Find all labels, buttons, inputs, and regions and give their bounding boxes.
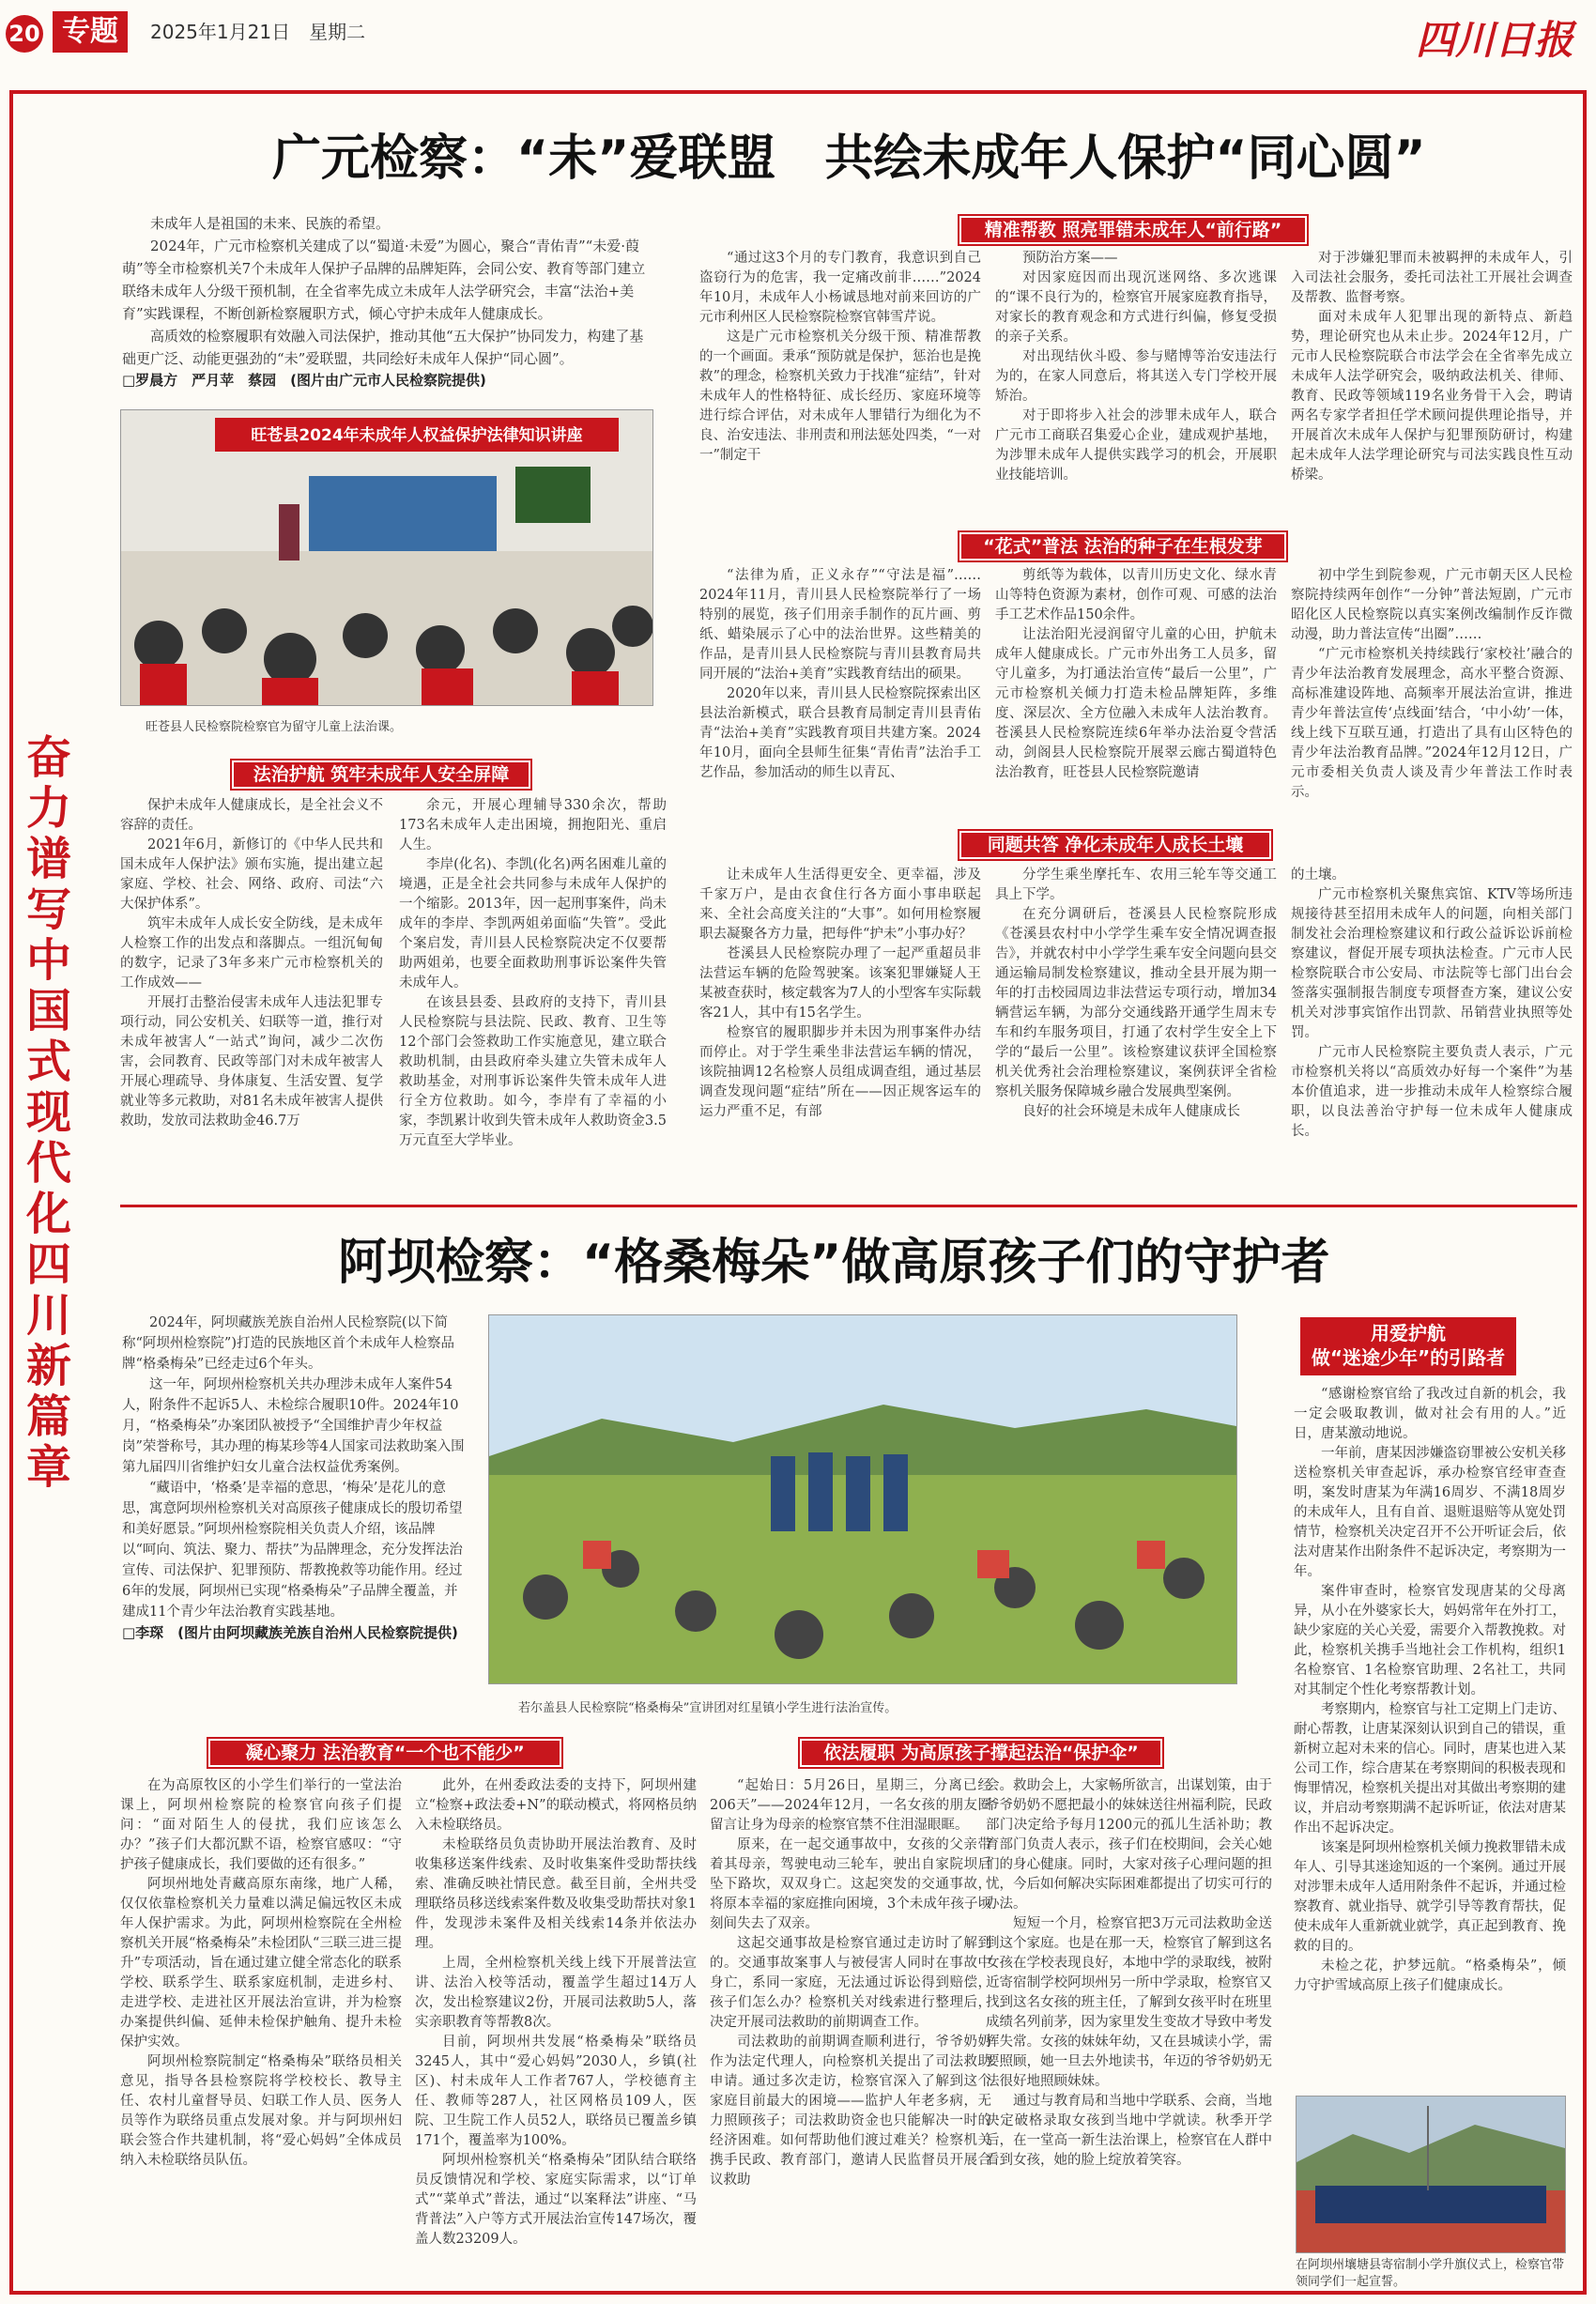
story1-col bbox=[1291, 566, 1573, 820]
story1-col bbox=[699, 866, 981, 1175]
box-photo bbox=[1296, 2096, 1566, 2253]
story1-lead bbox=[122, 212, 648, 390]
story2-credit: □李琛 (图片由阿坝藏族羌族自治州人民检察院提供) bbox=[122, 1624, 458, 1641]
story1-col bbox=[699, 249, 981, 521]
text-para: 对于涉嫌犯罪而未被羁押的未成年人，引入司法社会服务，委托司法社工开展社会调查及帮教、监督考察。 bbox=[1291, 251, 1573, 305]
grassland-photo bbox=[489, 1315, 1236, 1683]
story1-photo-caption: 旺苍县人民检察院检察官为留守儿童上法治课。 bbox=[146, 720, 403, 734]
story1-col bbox=[995, 249, 1277, 521]
story1-col bbox=[699, 566, 981, 820]
text-para: 上周，全州检察机关线上线下开展普法宣讲、法治入校等活动，覆盖学生超过14万人次，发出检察建议2份，开展司法救助5人，落实亲职教育等帮教8次。 bbox=[415, 1956, 697, 2030]
box-title-line: 用爱护航 bbox=[1371, 1322, 1446, 1344]
text-para: 原来，在一起交通事故中，女孩的父亲带着其母亲，驾驶电动三轮车，驶出自家院坝后坠下路坎，双双身亡。这起突发的交通事故，将原本幸福的家庭推向困境，3个未成年孩子顷刻间失去了双亲。 bbox=[710, 1837, 991, 1931]
text-para: 预防治方案—— bbox=[1022, 251, 1118, 266]
lead-para: 高质效的检察履职有效融入司法保护，推动其他“五大保护”协同发力，构建了基础更广泛、动能更强劲的“未”爱联盟，共同绘好未成年人保护“同心圆”。 bbox=[122, 328, 644, 367]
page-number: 20 bbox=[6, 15, 43, 53]
photo-banner: 旺苍县2024年未成年人权益保护法律知识讲座 bbox=[251, 426, 583, 445]
lead-para: 未成年人是祖国的未来、民族的希望。 bbox=[150, 215, 391, 232]
ceremony-photo bbox=[1297, 2097, 1565, 2252]
text-para: 让未成年人生活得更安全、更幸福，涉及千家万户，是由衣食住行各方面小事串联起来、全社会高度关注的“大事”。如何用检察履职去凝聚各方力量，把每件“护未”小事办好？ bbox=[699, 868, 981, 942]
text-para: “通过这3个月的专门教育，我意识到自己盗窃行为的危害，我一定痛改前非……”2024年10月，未成年人小杨诚恳地对前来回访的广元市利州区人民检察院检察官韩雪芹说。 bbox=[699, 251, 981, 325]
story1-col bbox=[1291, 866, 1573, 1175]
text-para: 保护未成年人健康成长，是全社会义不容辞的责任。 bbox=[120, 798, 383, 833]
text-para: 检察官的履职脚步并未因为刑事案件办结而停止。对于学生乘坐非法营运车辆的情况，该院抽调12名检察人员组成调查组，通过基层调查发现问题“症结”所在——因正规客运车的运力严重不足，有部 bbox=[699, 1025, 981, 1119]
text-para: 开展打击整治侵害未成年人违法犯罪专项行动，同公安机关、妇联等一道，推行对未成年被害人“一站式”询问，减少二次伤害，会同教育、民政等部门对未成年被害人开展心理疏导、身体康复、生活安置、复学就业等多元救助，对81名未成年被害人提供救助，发放司法救助金46.7万 bbox=[120, 995, 383, 1129]
text-para: 对出现结伙斗殴、参与赌博等治安违法行为的，在家人同意后，将其送入专门学校开展矫治。 bbox=[995, 349, 1277, 404]
issue-date: 2025年1月21日 星期二 bbox=[150, 21, 366, 43]
story2-lead bbox=[122, 1313, 469, 1642]
text-para: 李岸(化名)、李凯(化名)两名困难儿童的境遇，正是全社会共同参与未成年人保护的一个缩影。2013年，因一起刑事案件，尚未成年的李岸、李凯两姐弟面临“失管”。受此个案启发，青川县人民检察院决定不仅要帮助两姐弟，也要全面救助刑事诉讼案件失管未成年人。 bbox=[399, 857, 667, 991]
story1-col bbox=[120, 796, 383, 1172]
text-para: 苍溪县人民检察院办理了一起严重超员非法营运车辆的危险驾驶案。该案犯罪嫌疑人王某被查获时，核定载客为7人的小型客车实际载客21人，其中有15名学生。 bbox=[699, 946, 981, 1021]
lead-para: 2024年，广元市检察机关建成了以“蜀道·未爱”为圆心，聚合“青佑青”“未爱·葭萌”等全市检察机关7个未成年人保护子品牌的品牌矩阵，会同公安、教育等部门建立联络未成年人分级干预机制，在全省率先成立未成年人法学研究会，丰富“法治+美育”实践课程，不断创新检察履职方式，倾心守护未成年人健康成长。 bbox=[122, 238, 646, 322]
story1-col bbox=[1291, 249, 1573, 521]
section-heading: 精准帮教 照亮罪错未成年人“前行路” bbox=[958, 214, 1309, 246]
sidebar-box-text bbox=[1294, 1385, 1566, 2061]
masthead bbox=[0, 0, 1596, 66]
text-para: 2021年6月，新修订的《中华人民共和国未成年人保护法》颁布实施，提出建立起家庭、学校、社会、网络、政府、司法“六大保护体系”。 bbox=[120, 837, 383, 912]
story1-col bbox=[399, 796, 667, 1172]
text-para: 通过与教育局和当地中学联系、会商，当地决定破格录取女孩到当地中学就读。秋季开学后，在一堂高一新生法治课上，检察官在人群中看到女孩，她的脸上绽放着笑容。 bbox=[986, 2094, 1272, 2168]
text-para: 短短一个月，检察官把3万元司法救助金送到这个家庭。也是在那一天，检察官了解到这名女孩在学校表现良好，本地中学的录取线，被附近寄宿制学校阿坝州另一所中学录取，检察官又找到这名女孩的班主任，了解到女孩平时在班里成绩名列前茅，因为家里发生变故才导致中考发挥失常。女孩的妹妹年幼，又在县城读小学，需要照顾，她一旦去外地读书，年迈的爷爷奶奶无法很好地照顾妹妹。 bbox=[986, 1916, 1272, 2089]
lead-para: 这一年，阿坝州检察机关共办理涉未成年人案件54人，附条件不起诉5人、未检综合履职10件。2024年10月，“格桑梅朵”办案团队被授予“全国维护青少年权益岗”荣誉称号，其办理的梅某珍等4人国家司法救助案入围第九届四川省维护妇女儿童合法权益优秀案例。 bbox=[122, 1377, 465, 1475]
text-para: 对因家庭因而出现沉迷网络、多次逃课的“课不良行为的，检察官开展家庭教育指导，对家长的教育观念和方式进行纠偏，修复受损的亲子关系。 bbox=[995, 270, 1277, 345]
text-para: 阿坝州检察院制定“格桑梅朵”联络员相关意见，指导各县检察院将学校校长、教导主任、农村儿童督导员、妇联工作人员、医务人员等作为联络员重点发展对象。并与阿坝州妇联会签合作共建机制，将“爱心妈妈”全体成员纳入未检联络员队伍。 bbox=[120, 2054, 402, 2168]
story2-col bbox=[986, 1776, 1272, 2285]
text-para: “广元市检察机关持续践行‘家校社’融合的青少年法治教育发展理念，高水平整合资源、高标准建设阵地、高频率开展法治宣讲，推进青少年普法宣传‘点线面’结合，‘中小幼’一体，线上线下互联互通，打造出了具有山区特色的青少年法治教育品牌。”2024年12月12日，广元市委相关负责人谈及青少年普法工作时表示。 bbox=[1291, 647, 1573, 800]
text-para: 阿坝州地处青藏高原东南缘，地广人稀，仅仅依靠检察机关力量难以满足偏远牧区未成年人保护需求。为此，阿坝州检察院在全州检察机关开展“格桑梅朵”未检团队“三联三进三提升”专项活动，旨在通过建立健全常态化的联系学校、联系学生、联系家庭机制，走进乡村、走进学校、走进社区开展法治宣讲，并为检察办案提供纠偏、延伸未检保护触角、提升未检保护实效。 bbox=[120, 1877, 402, 2050]
box-title-line: 做“迷途少年”的引路者 bbox=[1311, 1346, 1506, 1369]
section-heading: 凝心聚力 法治教育“一个也不能少” bbox=[207, 1737, 563, 1769]
text-para: 未检之花，护梦远航。“格桑梅朵”，倾力守护雪域高原上孩子们健康成长。 bbox=[1294, 1958, 1566, 1993]
lead-para: “藏语中，‘格桑’是幸福的意思，‘梅朵’是花儿的意思，寓意阿坝州检察机关对高原孩子健康成长的殷切希望和美好愿景。”阿坝州检察院相关负责人介绍，该品牌以“呵向、筑法、聚力、帮扶”为品牌理念，充分发挥法治宣传、司法保护、犯罪预防、帮教挽救等功能作用。经过6年的发展，阿坝州已实现“格桑梅朵”子品牌全覆盖，并建成11个青少年法治教育实践基地。 bbox=[122, 1481, 463, 1620]
text-para: 考察期内，检察官与社工定期上门走访、耐心帮教，让唐某深刻认识到自己的错误，重新树立起对未来的信心。同时，唐某也进入某公司工作，综合唐某在考察期间的积极表现和悔罪情况，检察机关提出对其做出考察期的建议，并启动考察期满不起诉听证，依法对唐某作出不起诉决定。 bbox=[1294, 1702, 1566, 1836]
text-para: 这是广元市检察机关分级干预、精准帮教的一个画面。秉承“预防就是保护，惩治也是挽救”的理念，检察机关致力于找准“症结”，针对未成年人的性格特征、成长经历、家庭环境等进行综合评估，对未成年人罪错行为细化为不良、治安违法、非刑责和刑法惩处四类，“一对一”制定干 bbox=[699, 330, 981, 463]
text-para: 目前，阿坝州共发展“格桑梅朵”联络员3245人，其中“爱心妈妈”2030人，乡镇(社区)、村未成年人工作者767人，学校德育主任、教师等287人，社区网格员109人，医院、卫生院工作人员52人，联络员已覆盖乡镇171个，覆盖率为100%。 bbox=[415, 2035, 697, 2148]
text-para: 在为高原牧区的小学生们举行的一堂法治课上，阿坝州检察院的检察官向孩子们提问：“面对陌生人的侵扰，我们应该怎么办？”孩子们大都沉默不语，检察官感叹：“守护孩子健康成长，我们要做的还有很多。” bbox=[120, 1778, 402, 1872]
story1-col bbox=[995, 866, 1277, 1175]
text-para: 会。救助会上，大家畅所欲言，出谋划策，由于爷爷奶奶不愿把最小的妹妹送往州福利院，民政部门决定给予每月1200元的孤儿生活补助；教育部门负责人表示，孩子们在校期间，会关心她们的身心健康。同时，大家对孩子心理问题的担忧，今后如何解决实际困难都提出了切实可行的办法。 bbox=[986, 1778, 1272, 1912]
text-para: 该案是阿坝州检察机关倾力挽救罪错未成年人、引导其迷途知返的一个案例。通过开展对涉罪未成年人适用附条件不起诉，并通过检察教育、就业指导、就学引导等教育帮扶，促使未成年人重新就业就学，真正起到教育、挽救的目的。 bbox=[1294, 1840, 1566, 1954]
story2-col bbox=[415, 1776, 697, 2285]
text-para: 筑牢未成年人成长安全防线，是未成年人检察工作的出发点和落脚点。一组沉甸甸的数字，记录了3年多来广元市检察机关的工作成效—— bbox=[120, 916, 383, 991]
story1-col bbox=[995, 566, 1277, 820]
text-para: 一年前，唐某因涉嫌盗窃罪被公安机关移送检察机关审查起诉，承办检察官经审查查明，案发时唐某为年满16周岁、不满18周岁的未成年人，且有自首、退赃退赔等从宽处罚情节，检察机关决定召开不公开听证会后，依法对唐某作出附条件不起诉决定，考察期为一年。 bbox=[1294, 1446, 1566, 1579]
side-slogan: 奋力谱写中国式现代化四川新篇章 bbox=[25, 731, 71, 1494]
text-para: 对于即将步入社会的涉罪未成年人，联合广元市工商联召集爱心企业，建成观护基地，为涉罪未成年人提供实践学习的机会，开展职业技能培训。 bbox=[995, 408, 1277, 483]
text-para: 在该县县委、县政府的支持下，青川县人民检察院与县法院、民政、教育、卫生等12个部门会签救助工作实施意见，建立联合救助机制，由县政府牵头建立失管未成年人救助基金，对刑事诉讼案件失管未成年人进行全方位救助。如今，李岸有了幸福的小家，李凯累计收到失管未成年人救助资金3.5万元直至大学毕业。 bbox=[399, 995, 667, 1148]
text-para: 的土壤。 bbox=[1291, 868, 1345, 883]
story-divider bbox=[120, 1205, 1577, 1207]
text-para: 阿坝州检察机关“格桑梅朵”团队结合联络员反馈情况和学校、家庭实际需求，以“订单式”“菜单式”普法，通过“以案释法”讲座、“马背普法”入户等方式开展法治宣传147场次，覆盖人数23209人。 bbox=[415, 2153, 697, 2247]
story2-photo bbox=[488, 1314, 1237, 1684]
text-para: 余元，开展心理辅导330余次，帮助173名未成年人走出困境，拥抱阳光、重启人生。 bbox=[399, 798, 667, 852]
section-tag: 专题 bbox=[53, 11, 128, 53]
text-para: 未检联络员负责协助开展法治教育、及时收集移送案件线索、及时收集案件受助帮扶线索、准确反映社情民意。截至目前，全州共受理联络员移送线索案件数及收集受助帮扶对象1件，发现涉未案件及相关线索14条并依法办理。 bbox=[415, 1837, 697, 1951]
text-para: 分学生乘坐摩托车、农用三轮车等交通工具上下学。 bbox=[995, 868, 1277, 902]
classroom-photo bbox=[121, 410, 652, 705]
text-para: 广元市检察机关聚焦宾馆、KTV等场所违规接待甚至招用未成年人的问题，向相关部门制发社会治理检察建议和行政公益诉讼诉前检察建议，督促开展专项执法检查。广元市人民检察院联合市公安局、市法院等七部门出台会签落实强制报告制度专项督查方案，建议公安机关对涉事宾馆作出罚款、吊销营业执照等处罚。 bbox=[1291, 887, 1573, 1040]
text-para: 2020年以来，青川县人民检察院探索出区县法治新模式，联合县教育局制定青川县青佑青“法治+美育”实践教育项目共建方案。2024年10月，面向全县师生征集“青佑青”法治手工艺作品，参加活动的师生以青瓦、 bbox=[699, 686, 981, 780]
newspaper-logo: 四川日报 bbox=[1415, 17, 1573, 63]
story1-credit: □罗晨方 严月苹 蔡园 (图片由广元市人民检察院提供) bbox=[122, 372, 486, 389]
text-para: “法律为盾，正义永存”“守法是福”……2024年11月，青川县人民检察院举行了一场特别的展览，孩子们用亲手制作的瓦片画、剪纸、蜡染展示了心中的法治世界。这些精美的作品，是青川县人民检察院与青川县教育局共同开展的“法治+美育”实践教育结出的硕果。 bbox=[699, 568, 981, 682]
text-para: 良好的社会环境是未成年人健康成长 bbox=[1022, 1104, 1240, 1119]
story2-col bbox=[710, 1776, 991, 2285]
text-para: 剪纸等为载体，以青川历史文化、绿水青山等特色资源为素材，创作可观、可感的法治手工艺术作品150余件。 bbox=[995, 568, 1277, 622]
section-heading: 依法履职 为高原孩子撑起法治“保护伞” bbox=[798, 1737, 1164, 1769]
text-para: 此外，在州委政法委的支持下，阿坝州建立“检察+政法委+N”的联动模式，将网格员纳入未检联络员。 bbox=[415, 1778, 697, 1833]
story2-photo-caption: 若尔盖县人民检察院“格桑梅朵”宣讲团对红星镇小学生进行法治宣传。 bbox=[518, 1701, 898, 1715]
story1-title: 广元检察：“未”爱联盟 共绘未成年人保护“同心圆” bbox=[272, 131, 1426, 187]
text-para: 在充分调研后，苍溪县人民检察院形成《苍溪县农村中小学学生乘车安全情况调查报告》，并就农村中小学学生乘车安全问题向县交通运输局制发检察建议，推动全县开展为期一年的打击校园周边非法营运专项行动，增加34辆营运车辆，为部分交通线路开通学生周末专车和约车服务项目，打通了农村学生安全上下学的“最后一公里”。该检察建议获评全国检察机关优秀社会治理检察建议，案例获评全省检察机关服务保障城乡融合发展典型案例。 bbox=[995, 907, 1277, 1099]
text-para: “感谢检察官给了我改过自新的机会，我一定会吸取教训，做对社会有用的人。”近日，唐某激动地说。 bbox=[1294, 1387, 1566, 1441]
text-para: 广元市人民检察院主要负责人表示，广元市检察机关将以“高质效办好每一个案件”为基本价值追求，进一步推动未成年人检察综合履职，以良法善治守护每一位未成年人健康成长。 bbox=[1291, 1045, 1573, 1139]
story2-col bbox=[120, 1776, 402, 2285]
story1-photo bbox=[120, 409, 653, 706]
story2-title: 阿坝检察：“格桑梅朵”做高原孩子们的守护者 bbox=[338, 1235, 1330, 1291]
box-photo-caption: 在阿坝州壤塘县寄宿制小学升旗仪式上，检察官带领同学们一起宣誓。 bbox=[1296, 2258, 1565, 2289]
lead-para: 2024年，阿坝藏族羌族自治州人民检察院(以下简称“阿坝州检察院”)打造的民族地区首个未成年人检察品牌“格桑梅朵”已经走过6个年头。 bbox=[122, 1315, 454, 1372]
section-heading: “花式”普法 法治的种子在生根发芽 bbox=[958, 530, 1288, 562]
section-heading: 法治护航 筑牢未成年人安全屏障 bbox=[230, 759, 532, 791]
text-para: 案件审查时，检察官发现唐某的父母离异，从小在外婆家长大，妈妈常年在外打工，缺少家庭的关心关爱，需要介入帮教挽救。对此，检察机关携手当地社会工作机构，组织1名检察官、1名检察官助理、2名社工，共同对其制定个性化考察帮教计划。 bbox=[1294, 1584, 1566, 1697]
text-para: 初中学生到院参观，广元市朝天区人民检察院持续两年创作“一分钟”普法短剧，广元市昭化区人民检察院以真实案例改编制作反诈微动漫，助力普法宣传“出圈”…… bbox=[1291, 568, 1573, 642]
sidebar-box-title bbox=[1300, 1317, 1516, 1375]
text-para: 这起交通事故是检察官通过走访时了解到的。交通事故案事人与被侵害人同时在事故中身亡，系同一家庭，无法通过诉讼得到赔偿，孩子们怎么办？检察机关对线索进行整理后，决定开展司法救助的前期调查工作。 bbox=[710, 1936, 991, 2030]
section-heading: 同题共答 净化未成年人成长土壤 bbox=[958, 829, 1273, 861]
text-para: 司法救助的前期调查顺利进行，爷爷奶奶作为法定代理人，向检察机关提出了司法救助申请。通过多次走访，检察官深入了解到这个家庭目前最大的困境——监护人年老多病，无力照顾孩子；司法救助资金也只能解决一时的经济困难。如何帮助他们渡过难关？检察机关携手民政、教育部门，邀请人民监督员开展合议救助 bbox=[710, 2035, 991, 2188]
text-para: “起始日：5月26日，星期三，分离已经206天”——2024年12月，一名女孩的朋友圈留言让身为母亲的检察官禁不住泪湿眼眶。 bbox=[710, 1778, 991, 1833]
text-para: 让法治阳光浸润留守儿童的心田，护航未成年人健康成长。广元市外出务工人员多，留守儿童多，为打通法治宣传“最后一公里”，广元市检察机关倾力打造未检品牌矩阵，多维度、深层次、全方位融入未成年人法治教育。苍溪县人民检察院连续6年举办法治夏令营活动，剑阁县人民检察院开展翠云廊古蜀道特色法治教育，旺苍县人民检察院邀请 bbox=[995, 627, 1277, 780]
text-para: 面对未成年人犯罪出现的新特点、新趋势，理论研究也从未止步。2024年12月，广元市人民检察院联合市法学会在全省率先成立未成年人法学研究会，吸纳政法机关、律师、教育、民政等领域119名业务骨干入会，聘请两名专家学者担任学术顾问提供理论指导，并开展首次未成年人保护与犯罪预防研讨，构建起未成年人法学理论研究与司法实践良性互动桥梁。 bbox=[1291, 310, 1573, 483]
